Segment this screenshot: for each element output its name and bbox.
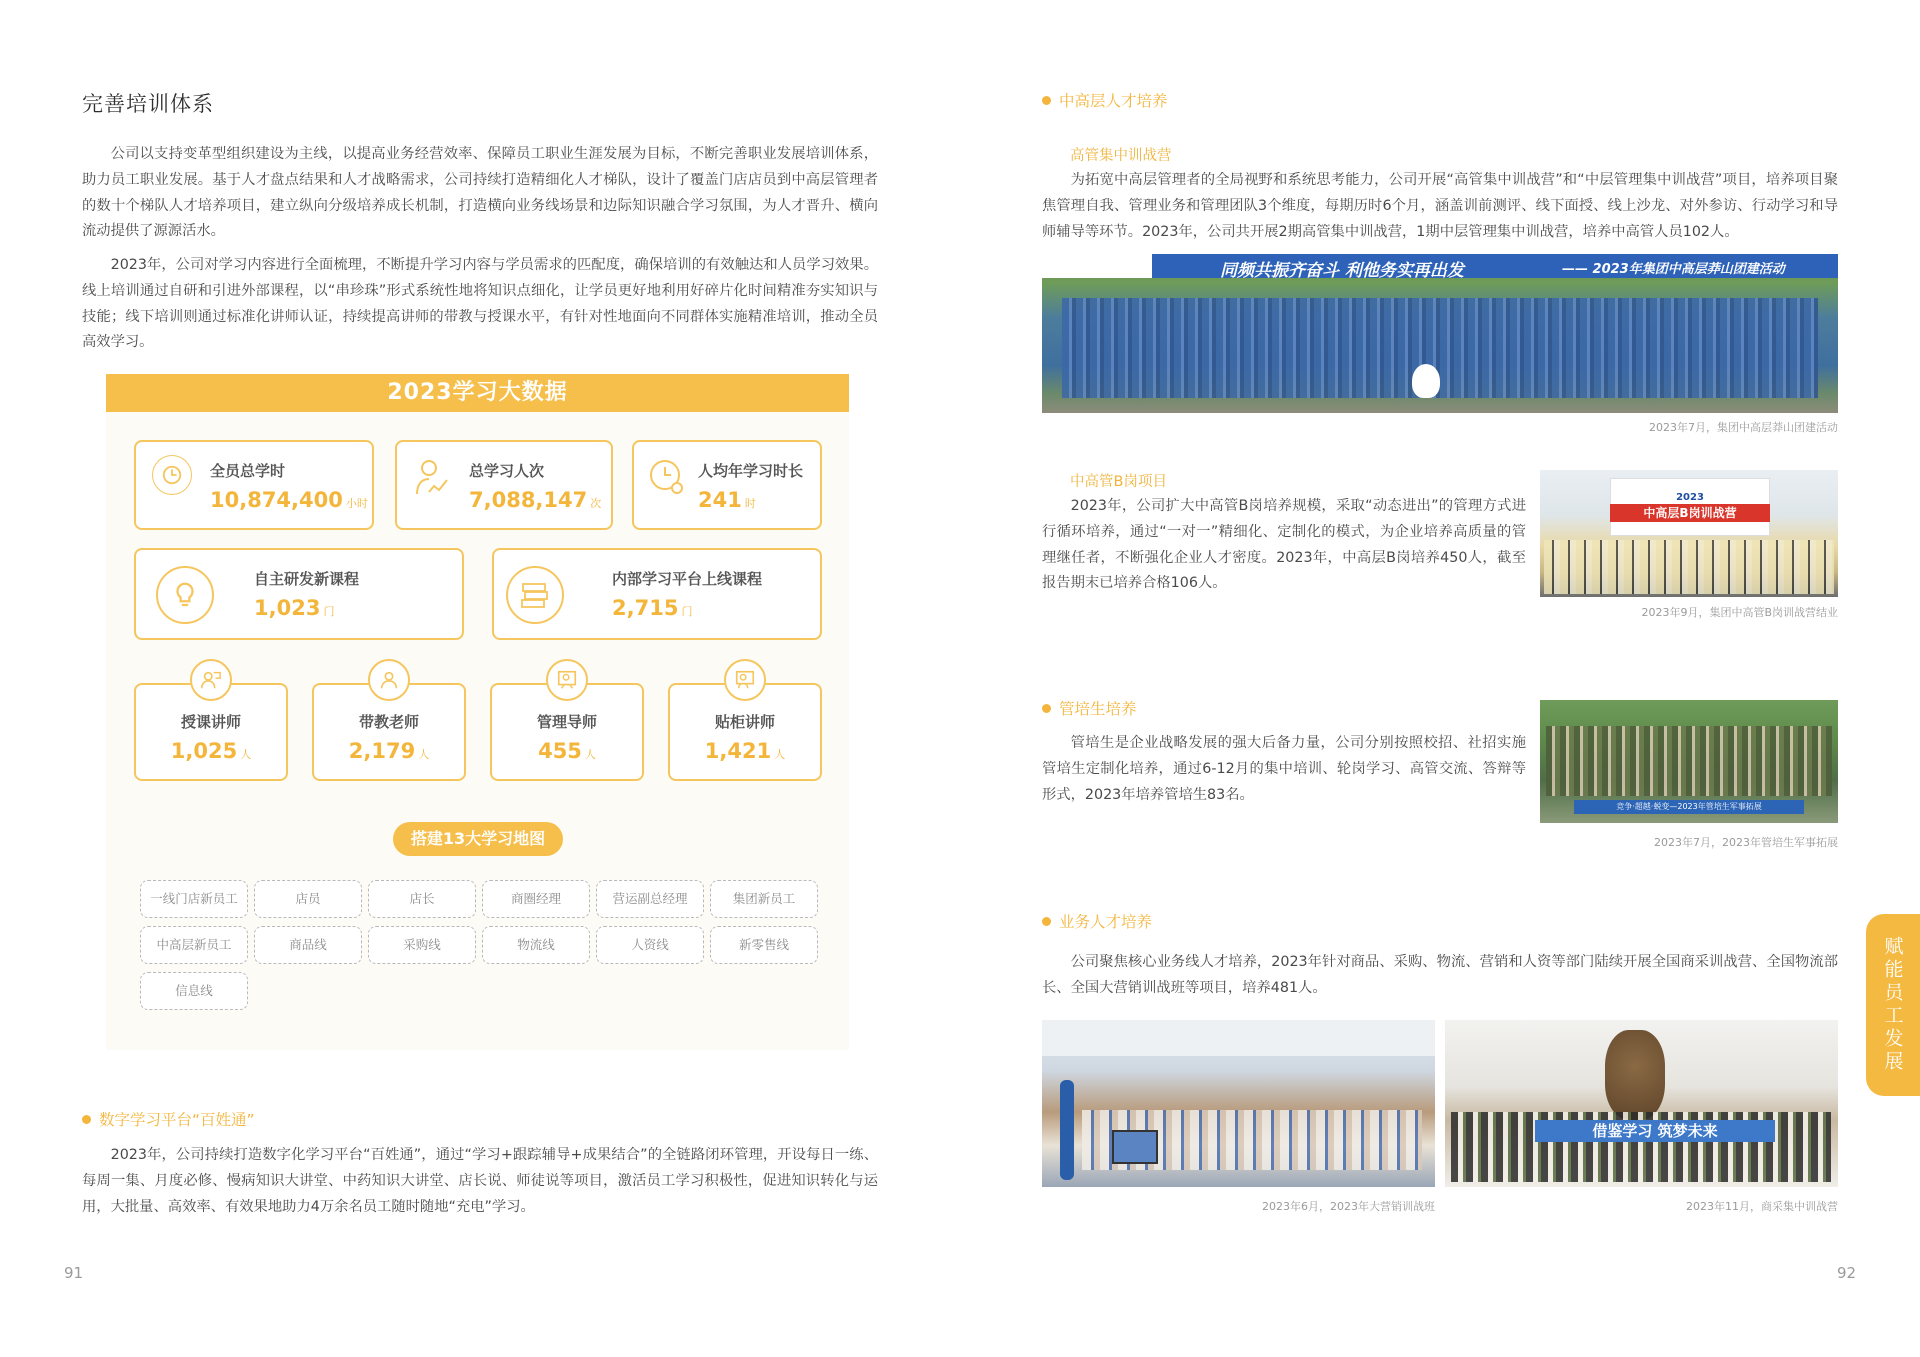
mid-senior-heading [1042,89,1168,111]
mentor-icon [546,659,588,701]
bullet-dot [1042,917,1051,926]
digital-platform-paragraph: 2023年，公司持续打造数字化学习平台“百姓通”，通过“学习+跟踪辅导+成果结合”的全链路闭环管理，开设每日一练、每周一集、月度必修、慢病知识大讲堂、中药知识大讲堂、店长说、师徒说等项目，激活员工学习积极性，促进知识转化与运用，大批量、高效率、有效果地助力4万余名员工随时随地“充电”学习。 [82,1147,878,1215]
stat-label: 全员总学时 [210,462,286,480]
business-caption-1: 2023年6月，2023年大营销训战班 [1262,1200,1435,1213]
speaker-figure [1060,1080,1074,1180]
stat-value: 455 人 [538,739,596,763]
map-tag: 一线门店新员工 [140,880,248,918]
lightbulb-icon [156,566,214,624]
marketing-class-photo [1042,1020,1435,1187]
stat-value: 1,023 门 [254,596,335,620]
trainee-banner: 竞争·超越·蜕变—2023年管培生军事拓展 [1574,800,1804,814]
purchasing-camp-photo [1445,1020,1838,1187]
trainee-heading [1042,697,1137,719]
stat-label: 贴柜讲师 [714,713,775,731]
lecturer-icon [190,659,232,701]
person-chart-icon [415,458,451,502]
banner-subtext: —— 2023年集团中高层莽山团建活动 [1562,262,1785,277]
page-number-left: 91 [64,1264,84,1282]
section-title: 数字学习平台“百姓通” [99,1111,255,1129]
stat-value: 1,421 人 [704,739,786,763]
stat-value: 2,715 门 [612,596,693,620]
laptop [1112,1130,1158,1164]
stat-label: 人均年学习时长 [698,462,804,480]
bullet-dot [1042,704,1051,713]
camp-paragraph: 为拓宽中高层管理者的全局视野和系统思考能力，公司开展“高管集中训战营”和“中层管理集中训战营”项目，培养项目聚焦管理自我、管理业务和管理团队3个维度，每期历时6个月，涵盖训前测评、线下面授、线上沙龙、对外参访、行动学习和导师辅导等环节。2023年，公司共开展2期高管集中训战营，1期中层管理集中训战营，培养中高管人员102人。 [1042,172,1838,240]
stat-card-new-courses [134,548,464,640]
stat-value: 1,025 人 [170,739,252,763]
stat-value: 7,088,147 次 [469,488,602,512]
banner-text: 同频共振齐奋斗 利他务实再出发 [1220,261,1464,281]
section-title: 管培生培养 [1059,700,1137,718]
map-tag: 店员 [254,880,362,918]
stat-label: 管理导师 [536,713,597,731]
section-title: 中高层人才培养 [1059,92,1168,110]
map-tag: 新零售线 [710,926,818,964]
camp-subtitle: 高管集中训战营 [1070,148,1172,164]
books-icon [506,566,564,624]
group-photo-leadership [1042,254,1838,413]
crowd-pattern [1546,726,1832,796]
chapter-side-tab[interactable]: 赋能员工发展 [1866,914,1920,1096]
stat-card-total-hours [134,440,374,530]
b-post-photo [1540,470,1838,597]
sculpture [1605,1030,1665,1120]
bullet-dot [82,1115,91,1124]
b-post-subtitle: 中高管B岗项目 [1070,474,1167,490]
stat-value: 10,874,400 小时 [210,488,368,512]
crowd-pattern [1062,298,1818,398]
trainee-caption: 2023年7月，2023年管培生军事拓展 [1654,836,1838,849]
ceiling [1042,1020,1435,1056]
stat-card-avg-hours [632,440,822,530]
teacher-icon [368,659,410,701]
map-tag: 中高层新员工 [140,926,248,964]
stat-label: 自主研发新课程 [254,570,360,588]
page-title: 完善培训体系 [82,92,214,116]
stat-card-total-visits [395,440,613,530]
intro-paragraph-2: 2023年，公司对学习内容进行全面梳理，不断提升学习内容与学员需求的匹配度，确保培训的有效触达和人员学习效果。线上培训通过自研和引进外部课程，以“串珍珠”形式系统性地将知识点细化，让学员更好地利用好碎片化时间精准夯实知识与技能；线下培训则通过标准化讲师认证，持续提高讲师的带教与授课水平，有针对性地面向不同群体实施精准培训，推动全员高效学习。 [82,257,878,351]
map-tag: 商品线 [254,926,362,964]
counter-lecturer-icon [724,659,766,701]
business-heading [1042,910,1152,932]
stat-label: 带教老师 [358,713,419,731]
map-tag: 店长 [368,880,476,918]
purchasing-banner: 借鉴学习 筑梦未来 [1535,1120,1775,1142]
crowd-pattern [1544,540,1834,594]
b-banner-year: 2023 [1676,492,1704,503]
b-banner-text: 中高层B岗训战营 [1610,504,1770,522]
map-tag: 集团新员工 [710,880,818,918]
stat-card-platform-courses [492,548,822,640]
digital-platform-heading [82,1108,255,1130]
page-number-right: 92 [1837,1264,1857,1282]
clock-person-icon [648,458,686,502]
learning-map-title: 搭建13大学习地图 [393,822,563,856]
b-post-paragraph: 2023年，公司扩大中高管B岗培养规模，采取“动态进出”的管理方式进行循环培养，通过“一对一”精细化、定制化的模式，为企业培养高质量的管理继任者，不断强化企业人才密度。2023年，中高层B岗培养450人，截至报告期末已培养合格106人。 [1042,498,1526,592]
stat-label: 总学习人次 [469,462,545,480]
clock-icon [152,455,192,495]
panel-title: 2023学习大数据 [106,374,849,412]
intro-paragraph-1: 公司以支持变革型组织建设为主线，以提高业务经营效率、保障员工职业生涯发展为目标，不断完善职业发展培训体系，助力员工职业发展。基于人才盘点结果和人才战略需求，公司持续打造精细化人才梯队，设计了覆盖门店店员到中高层管理者的数十个梯队人才培养项目，建立纵向分级培养成长机制，打造横向业务线场景和边际知识融合学习氛围，为人才晋升、横向流动提供了源源活水。 [82,146,878,240]
trainee-photo [1540,700,1838,823]
stat-label: 授课讲师 [180,713,241,731]
section-title: 业务人才培养 [1059,913,1153,931]
map-tag: 营运副总经理 [596,880,704,918]
business-paragraph: 公司聚焦核心业务线人才培养，2023年针对商品、采购、物流、营销和人资等部门陆续开展全国商采训战营、全国物流部长、全国大营销训战班等项目，培养481人。 [1042,954,1838,996]
business-caption-2: 2023年11月，商采集中训战营 [1686,1200,1838,1213]
photo1-caption: 2023年7月，集团中高层莽山团建活动 [1649,421,1838,434]
map-tag: 商圈经理 [482,880,590,918]
map-tag: 人资线 [596,926,704,964]
bullet-dot [1042,96,1051,105]
trainee-paragraph: 管培生是企业战略发展的强大后备力量，公司分别按照校招、社招实施管培生定制化培养，通过6-12月的集中培训、轮岗学习、高管交流、答辩等形式，2023年培养管培生83名。 [1042,735,1526,803]
photo-logo-strip [1042,254,1152,278]
map-tag: 信息线 [140,972,248,1010]
stat-value: 2,179 人 [348,739,430,763]
stat-value: 241 时 [698,488,756,512]
map-tag: 采购线 [368,926,476,964]
stat-label: 内部学习平台上线课程 [612,570,763,588]
photo2-caption: 2023年9月，集团中高管B岗训战营结业 [1641,606,1838,619]
map-tag: 物流线 [482,926,590,964]
mascot-figure [1412,364,1440,398]
